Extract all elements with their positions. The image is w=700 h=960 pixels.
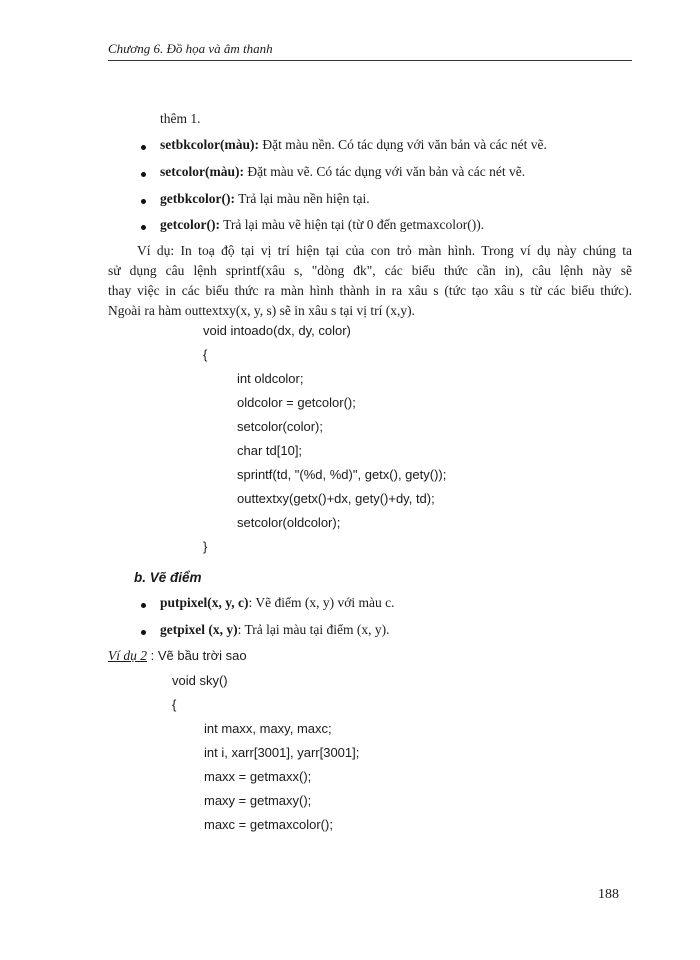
function-desc: Trả lại màu vẽ hiện tại (từ 0 đến getmaxcolor()). [219,217,485,232]
page-number: 188 [598,887,619,902]
paragraph [108,241,632,321]
code-line: char td[10]; [237,443,303,458]
code-line: void intoado(dx, dy, color) [203,323,351,338]
function-name: getbkcolor(): [160,191,235,206]
example-title: : Vẽ bầu trời sao [147,648,247,663]
bullet-dot [141,603,146,608]
code-line: maxy = getmaxy(); [204,793,312,808]
code-line: int i, xarr[3001], yarr[3001]; [204,745,360,760]
bullet-dot [141,172,146,177]
page-header: Chương 6. Đồ họa và âm thanh [108,38,632,61]
code-line: oldcolor = getcolor(); [237,395,356,410]
function-desc: Trả lại màu nền hiện tại. [234,191,370,206]
code-line: outtextxy(getx()+dx, gety()+dy, td); [237,491,435,506]
code-line: setcolor(oldcolor); [237,515,341,530]
function-desc: Đặt màu nền. Có tác dụng với văn bản và các nét vẽ. [258,137,547,152]
function-name: getpixel (x, y) [160,622,238,637]
bullet-dot [141,225,146,230]
code-line: setcolor(color); [237,419,323,434]
bullet-item [160,595,395,611]
function-desc: : Vẽ điểm (x, y) với màu c. [248,595,395,610]
code-line: int maxx, maxy, maxc; [204,721,332,736]
function-desc: Đặt màu vẽ. Có tác dụng với văn bản và các nét vẽ. [243,164,526,179]
function-name: putpixel(x, y, c) [160,595,249,610]
bullet-item [160,164,525,180]
bullet-dot [141,630,146,635]
bullet-item [160,137,547,153]
bullet-item [160,622,389,638]
code-line: { [203,347,208,362]
example-heading [108,648,247,664]
paragraph-line: Ngoài ra hàm outtextxy(x, y, s) sẽ in xâu s tại vị trí (x,y). [108,303,415,318]
code-line: { [172,697,177,712]
bullet-dot [141,145,146,150]
section-heading: b. Vẽ điểm [134,570,202,585]
function-name: setcolor(màu): [160,164,244,179]
bullet-item [160,217,484,233]
code-line: void sky() [172,673,228,688]
bullet-item [160,191,370,207]
paragraph-line: thay việc in các biểu thức ra màn hình thành in ra xâu s (tức tạo xâu s từ các biểu thức). [108,283,632,298]
paragraph-line: Ví dụ: In toạ độ tại vị trí hiện tại của con trỏ màn hình. Trong ví dụ này chúng ta [137,243,632,258]
code-line: int oldcolor; [237,371,304,386]
code-line: sprintf(td, "(%d, %d)", getx(), gety()); [237,467,447,482]
paragraph-line: sử dụng câu lệnh sprintf(xâu s, "dòng đk", các biểu thức cần in), câu lệnh này sẽ [108,263,632,278]
example-label: Ví dụ 2 [108,648,147,663]
bullet-dot [141,199,146,204]
function-name: setbkcolor(màu): [160,137,259,152]
code-line: maxx = getmaxx(); [204,769,312,784]
code-line: maxc = getmaxcolor(); [204,817,333,832]
function-name: getcolor(): [160,217,220,232]
continuation-text: thêm 1. [160,111,201,126]
function-desc: : Trả lại màu tại điểm (x, y). [237,622,390,637]
code-line: } [203,539,208,554]
